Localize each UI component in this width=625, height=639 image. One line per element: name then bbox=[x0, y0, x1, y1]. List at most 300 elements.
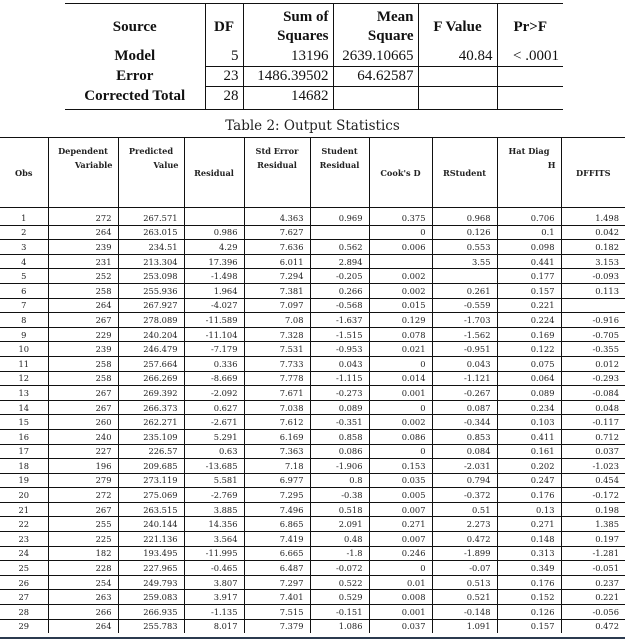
cell-cooks-d: 0 bbox=[369, 225, 432, 240]
cell-obs: 8 bbox=[0, 313, 48, 328]
cell-dependent-variable: 279 bbox=[48, 473, 118, 488]
cell-residual: 5.581 bbox=[184, 473, 244, 488]
cell-dependent-variable: 264 bbox=[48, 225, 118, 240]
header-dependent-variable: Dependent Variable bbox=[48, 138, 118, 208]
cell-hat-diag: 0.202 bbox=[497, 459, 561, 474]
cell-dependent-variable: 258 bbox=[48, 371, 118, 386]
header-obs: Obs bbox=[0, 138, 48, 208]
cell-rstudent: -2.031 bbox=[432, 459, 497, 474]
cell-residual: 0.627 bbox=[184, 400, 244, 415]
cell-predicted-value: 262.271 bbox=[118, 415, 184, 430]
cell-dependent-variable: 267 bbox=[48, 386, 118, 401]
cell-predicted-value: 267.927 bbox=[118, 298, 184, 313]
table-row bbox=[0, 327, 625, 342]
cell-rstudent: -0.344 bbox=[432, 415, 497, 430]
cell-std-error-residual: 7.295 bbox=[244, 488, 310, 503]
cell-dependent-variable: 252 bbox=[48, 269, 118, 284]
cell-student-residual: 0.043 bbox=[310, 356, 369, 371]
cell-std-error-residual: 7.636 bbox=[244, 240, 310, 255]
cell-dependent-variable: 263 bbox=[48, 590, 118, 605]
cell-dffits: 3.153 bbox=[561, 254, 625, 269]
cell-cooks-d: 0.001 bbox=[369, 386, 432, 401]
cell-student-residual: 0.969 bbox=[310, 208, 369, 226]
cell-rstudent: -0.267 bbox=[432, 386, 497, 401]
cell-residual: 1.964 bbox=[184, 283, 244, 298]
table-row bbox=[0, 371, 625, 386]
cell-student-residual: 0.858 bbox=[310, 429, 369, 444]
cell-dffits: -0.916 bbox=[561, 313, 625, 328]
cell-pr-f bbox=[497, 67, 563, 87]
cell-rstudent: 1.091 bbox=[432, 619, 497, 633]
cell-std-error-residual: 7.778 bbox=[244, 371, 310, 386]
cell-hat-diag: 0.349 bbox=[497, 561, 561, 576]
cell-hat-diag: 0.176 bbox=[497, 575, 561, 590]
cell-cooks-d: 0.002 bbox=[369, 283, 432, 298]
table-row bbox=[0, 532, 625, 547]
cell-std-error-residual: 6.169 bbox=[244, 429, 310, 444]
cell-student-residual: 0.266 bbox=[310, 283, 369, 298]
cell-predicted-value: 257.664 bbox=[118, 356, 184, 371]
cell-rstudent: 2.273 bbox=[432, 517, 497, 532]
cell-residual: -13.685 bbox=[184, 459, 244, 474]
cell-std-error-residual: 7.363 bbox=[244, 444, 310, 459]
cell-rstudent: -0.951 bbox=[432, 342, 497, 357]
cell-obs: 14 bbox=[0, 400, 48, 415]
cell-dffits: -0.093 bbox=[561, 269, 625, 284]
cell-obs: 29 bbox=[0, 619, 48, 633]
stats-header-row bbox=[0, 138, 625, 208]
cell-rstudent: 0.521 bbox=[432, 590, 497, 605]
table-row bbox=[0, 605, 625, 620]
cell-hat-diag: 0.122 bbox=[497, 342, 561, 357]
cell-rstudent: -0.148 bbox=[432, 605, 497, 620]
cell-predicted-value: 263.015 bbox=[118, 225, 184, 240]
header-mean-square: Mean Square bbox=[333, 4, 418, 47]
cell-rstudent: -0.559 bbox=[432, 298, 497, 313]
cell-hat-diag: 0.098 bbox=[497, 240, 561, 255]
cell-predicted-value: 278.089 bbox=[118, 313, 184, 328]
cell-dependent-variable: 267 bbox=[48, 502, 118, 517]
cell-hat-diag: 0.176 bbox=[497, 488, 561, 503]
cell-std-error-residual: 7.294 bbox=[244, 269, 310, 284]
cell-cooks-d: 0.153 bbox=[369, 459, 432, 474]
cell-cooks-d: 0.021 bbox=[369, 342, 432, 357]
cell-predicted-value: 226.57 bbox=[118, 444, 184, 459]
cell-rstudent: 0.553 bbox=[432, 240, 497, 255]
cell-predicted-value: 209.685 bbox=[118, 459, 184, 474]
cell-dependent-variable: 266 bbox=[48, 605, 118, 620]
table-row bbox=[0, 619, 625, 633]
cell-std-error-residual: 7.419 bbox=[244, 532, 310, 547]
cell-std-error-residual: 7.531 bbox=[244, 342, 310, 357]
header-cooks-d: Cook's D bbox=[369, 138, 432, 208]
cell-sum-of-squares: 1486.39502 bbox=[243, 67, 333, 87]
cell-mean-square: 2639.10665 bbox=[333, 47, 418, 67]
cell-dffits: 0.037 bbox=[561, 444, 625, 459]
header-f-value: F Value bbox=[418, 4, 497, 47]
cell-dependent-variable: 254 bbox=[48, 575, 118, 590]
cell-obs: 11 bbox=[0, 356, 48, 371]
cell-obs: 24 bbox=[0, 546, 48, 561]
cell-hat-diag: 0.157 bbox=[497, 619, 561, 633]
header-student-residual: Student Residual bbox=[310, 138, 369, 208]
cell-obs: 13 bbox=[0, 386, 48, 401]
table-row bbox=[0, 502, 625, 517]
cell-rstudent: 0.261 bbox=[432, 283, 497, 298]
cell-rstudent: 0.087 bbox=[432, 400, 497, 415]
cell-std-error-residual: 7.496 bbox=[244, 502, 310, 517]
cell-predicted-value: 266.269 bbox=[118, 371, 184, 386]
cell-predicted-value: 269.392 bbox=[118, 386, 184, 401]
cell-predicted-value: 221.136 bbox=[118, 532, 184, 547]
cell-dffits: 0.042 bbox=[561, 225, 625, 240]
cell-std-error-residual: 7.379 bbox=[244, 619, 310, 633]
cell-dependent-variable: 239 bbox=[48, 240, 118, 255]
cell-rstudent: 0.51 bbox=[432, 502, 497, 517]
cell-std-error-residual: 7.627 bbox=[244, 225, 310, 240]
cell-std-error-residual: 7.515 bbox=[244, 605, 310, 620]
cell-hat-diag: 0.706 bbox=[497, 208, 561, 226]
cell-pr-f: < .0001 bbox=[497, 47, 563, 67]
cell-obs: 6 bbox=[0, 283, 48, 298]
cell-residual: 0.63 bbox=[184, 444, 244, 459]
cell-student-residual: -1.515 bbox=[310, 327, 369, 342]
cell-dffits: 0.237 bbox=[561, 575, 625, 590]
cell-dffits: 1.385 bbox=[561, 517, 625, 532]
cell-cooks-d: 0.015 bbox=[369, 298, 432, 313]
cell-std-error-residual: 6.865 bbox=[244, 517, 310, 532]
cell-residual: -11.995 bbox=[184, 546, 244, 561]
cell-hat-diag: 0.224 bbox=[497, 313, 561, 328]
cell-rstudent: 0.853 bbox=[432, 429, 497, 444]
table-row bbox=[0, 386, 625, 401]
table-row bbox=[0, 517, 625, 532]
cell-dependent-variable: 231 bbox=[48, 254, 118, 269]
cell-student-residual: -0.072 bbox=[310, 561, 369, 576]
cell-obs: 26 bbox=[0, 575, 48, 590]
cell-residual: -11.589 bbox=[184, 313, 244, 328]
cell-std-error-residual: 6.487 bbox=[244, 561, 310, 576]
cell-dffits: 0.454 bbox=[561, 473, 625, 488]
cell-obs: 12 bbox=[0, 371, 48, 386]
cell-dependent-variable: 272 bbox=[48, 208, 118, 226]
cell-f-value bbox=[418, 87, 497, 110]
cell-student-residual: 0.562 bbox=[310, 240, 369, 255]
cell-dependent-variable: 225 bbox=[48, 532, 118, 547]
cell-dffits: -0.172 bbox=[561, 488, 625, 503]
cell-cooks-d: 0.01 bbox=[369, 575, 432, 590]
cell-residual: -0.465 bbox=[184, 561, 244, 576]
table-row bbox=[0, 546, 625, 561]
cell-hat-diag: 0.126 bbox=[497, 605, 561, 620]
cell-std-error-residual: 6.665 bbox=[244, 546, 310, 561]
cell-cooks-d: 0 bbox=[369, 356, 432, 371]
cell-residual: -2.092 bbox=[184, 386, 244, 401]
cell-source: Error bbox=[116, 68, 154, 84]
cell-student-residual: -0.205 bbox=[310, 269, 369, 284]
cell-cooks-d: 0.078 bbox=[369, 327, 432, 342]
cell-obs: 7 bbox=[0, 298, 48, 313]
cell-dffits: 1.498 bbox=[561, 208, 625, 226]
cell-dependent-variable: 227 bbox=[48, 444, 118, 459]
cell-residual: -4.027 bbox=[184, 298, 244, 313]
header-residual: Residual bbox=[184, 138, 244, 208]
cell-obs: 2 bbox=[0, 225, 48, 240]
cell-residual: -11.104 bbox=[184, 327, 244, 342]
cell-dffits: -0.056 bbox=[561, 605, 625, 620]
cell-obs: 1 bbox=[21, 212, 27, 223]
cell-cooks-d: 0.005 bbox=[369, 488, 432, 503]
cell-dependent-variable: 267 bbox=[48, 400, 118, 415]
cell-rstudent: -1.121 bbox=[432, 371, 497, 386]
header-rstudent: RStudent bbox=[432, 138, 497, 208]
cell-hat-diag: 0.1 bbox=[497, 225, 561, 240]
cell-hat-diag: 0.161 bbox=[497, 444, 561, 459]
cell-obs: 4 bbox=[0, 254, 48, 269]
cell-hat-diag: 0.313 bbox=[497, 546, 561, 561]
cell-residual: 3.807 bbox=[184, 575, 244, 590]
cell-student-residual: 0.518 bbox=[310, 502, 369, 517]
cell-rstudent bbox=[432, 269, 497, 284]
cell-cooks-d: 0.007 bbox=[369, 532, 432, 547]
cell-obs: 25 bbox=[0, 561, 48, 576]
cell-predicted-value: 213.304 bbox=[118, 254, 184, 269]
cell-std-error-residual: 7.08 bbox=[244, 313, 310, 328]
cell-obs: 18 bbox=[0, 459, 48, 474]
table-caption: Table 2: Output Statistics bbox=[225, 118, 400, 134]
cell-rstudent: 0.126 bbox=[432, 225, 497, 240]
cell-predicted-value: 267.571 bbox=[118, 208, 184, 226]
cell-std-error-residual: 7.038 bbox=[244, 400, 310, 415]
cell-std-error-residual: 7.671 bbox=[244, 386, 310, 401]
cell-residual: 14.356 bbox=[184, 517, 244, 532]
cell-rstudent: 3.55 bbox=[432, 254, 497, 269]
cell-residual: 0.336 bbox=[184, 356, 244, 371]
cell-dffits: -0.705 bbox=[561, 327, 625, 342]
cell-sum-of-squares: 13196 bbox=[243, 47, 333, 67]
table-row bbox=[0, 415, 625, 430]
cell-student-residual: -0.351 bbox=[310, 415, 369, 430]
cell-predicted-value: 234.51 bbox=[118, 240, 184, 255]
cell-student-residual: 1.086 bbox=[310, 619, 369, 633]
cell-std-error-residual: 7.612 bbox=[244, 415, 310, 430]
cell-obs: 10 bbox=[0, 342, 48, 357]
cell-std-error-residual: 6.011 bbox=[244, 254, 310, 269]
cell-dependent-variable: 239 bbox=[48, 342, 118, 357]
cell-hat-diag: 0.271 bbox=[497, 517, 561, 532]
table-row bbox=[0, 459, 625, 474]
cell-obs: 15 bbox=[0, 415, 48, 430]
cell-student-residual: -1.115 bbox=[310, 371, 369, 386]
cell-hat-diag: 0.089 bbox=[497, 386, 561, 401]
cell-predicted-value: 259.083 bbox=[118, 590, 184, 605]
table-row bbox=[0, 283, 625, 298]
cell-hat-diag: 0.177 bbox=[497, 269, 561, 284]
cell-dependent-variable: 272 bbox=[48, 488, 118, 503]
cell-cooks-d: 0.129 bbox=[369, 313, 432, 328]
cell-residual: -8.669 bbox=[184, 371, 244, 386]
cell-dffits: 0.221 bbox=[561, 590, 625, 605]
table-row bbox=[0, 298, 625, 313]
cell-cooks-d: 0.006 bbox=[369, 240, 432, 255]
cell-std-error-residual: 7.733 bbox=[244, 356, 310, 371]
table-row bbox=[0, 208, 625, 226]
anova-header-row bbox=[65, 4, 563, 47]
header-sum-of-squares: Sum of Squares bbox=[243, 4, 333, 47]
cell-dependent-variable: 258 bbox=[48, 283, 118, 298]
cell-cooks-d: 0.375 bbox=[369, 208, 432, 226]
cell-residual: 0.986 bbox=[184, 225, 244, 240]
cell-dffits: 0.472 bbox=[561, 619, 625, 633]
cell-dependent-variable: 255 bbox=[48, 517, 118, 532]
cell-residual: 4.29 bbox=[184, 240, 244, 255]
cell-source: Corrected Total bbox=[84, 87, 186, 104]
cell-student-residual: 2.091 bbox=[310, 517, 369, 532]
cell-residual: -7.179 bbox=[184, 342, 244, 357]
cell-obs: 22 bbox=[0, 517, 48, 532]
cell-hat-diag: 0.148 bbox=[497, 532, 561, 547]
cell-dependent-variable: 260 bbox=[48, 415, 118, 430]
cell-cooks-d: 0.271 bbox=[369, 517, 432, 532]
table-row bbox=[0, 269, 625, 284]
cell-cooks-d: 0.002 bbox=[369, 415, 432, 430]
cell-student-residual: 0.089 bbox=[310, 400, 369, 415]
cell-rstudent: -0.372 bbox=[432, 488, 497, 503]
cell-hat-diag: 0.169 bbox=[497, 327, 561, 342]
cell-std-error-residual: 7.381 bbox=[244, 283, 310, 298]
cell-rstudent: -1.562 bbox=[432, 327, 497, 342]
cell-obs: 28 bbox=[0, 605, 48, 620]
cell-obs: 16 bbox=[0, 429, 48, 444]
cell-f-value: 40.84 bbox=[418, 47, 497, 67]
cell-rstudent: -1.703 bbox=[432, 313, 497, 328]
cell-hat-diag: 0.152 bbox=[497, 590, 561, 605]
cell-dffits: -0.051 bbox=[561, 561, 625, 576]
cell-residual: 5.291 bbox=[184, 429, 244, 444]
table-row bbox=[0, 356, 625, 371]
cell-std-error-residual: 7.18 bbox=[244, 459, 310, 474]
cell-rstudent: 0.084 bbox=[432, 444, 497, 459]
cell-std-error-residual: 7.297 bbox=[244, 575, 310, 590]
cell-predicted-value: 263.515 bbox=[118, 502, 184, 517]
cell-student-residual: 0.529 bbox=[310, 590, 369, 605]
cell-rstudent: -0.07 bbox=[432, 561, 497, 576]
cell-cooks-d: 0.001 bbox=[369, 605, 432, 620]
header-std-error-residual: Std Error Residual bbox=[244, 138, 310, 208]
table-row bbox=[0, 313, 625, 328]
cell-student-residual: -1.906 bbox=[310, 459, 369, 474]
cell-cooks-d: 0.246 bbox=[369, 546, 432, 561]
cell-dffits: -1.023 bbox=[561, 459, 625, 474]
cell-cooks-d: 0.086 bbox=[369, 429, 432, 444]
cell-df: 23 bbox=[205, 67, 243, 87]
table-row bbox=[0, 400, 625, 415]
cell-predicted-value: 255.783 bbox=[118, 619, 184, 633]
cell-cooks-d: 0 bbox=[369, 561, 432, 576]
cell-rstudent: 0.794 bbox=[432, 473, 497, 488]
cell-student-residual: 0.8 bbox=[310, 473, 369, 488]
cell-dffits: 0.712 bbox=[561, 429, 625, 444]
cell-hat-diag: 0.157 bbox=[497, 283, 561, 298]
cell-residual: -1.498 bbox=[184, 269, 244, 284]
cell-f-value bbox=[418, 67, 497, 87]
cell-dependent-variable: 229 bbox=[48, 327, 118, 342]
table-row bbox=[0, 561, 625, 576]
cell-rstudent: 0.472 bbox=[432, 532, 497, 547]
header-hat-diag: Hat Diag H bbox=[497, 138, 561, 208]
cell-obs: 21 bbox=[0, 502, 48, 517]
cell-residual: 17.396 bbox=[184, 254, 244, 269]
anova-table bbox=[65, 3, 563, 110]
cell-student-residual: -1.637 bbox=[310, 313, 369, 328]
cell-dffits: 0.182 bbox=[561, 240, 625, 255]
cell-dffits: -0.293 bbox=[561, 371, 625, 386]
cell-student-residual: -0.953 bbox=[310, 342, 369, 357]
cell-predicted-value: 266.373 bbox=[118, 400, 184, 415]
table-row bbox=[0, 342, 625, 357]
cell-rstudent: -1.899 bbox=[432, 546, 497, 561]
table-row bbox=[0, 590, 625, 605]
cell-cooks-d: 0 bbox=[369, 400, 432, 415]
table-row bbox=[0, 429, 625, 444]
cell-residual bbox=[184, 208, 244, 226]
cell-std-error-residual: 4.363 bbox=[244, 208, 310, 226]
cell-residual: 3.564 bbox=[184, 532, 244, 547]
cell-student-residual: -0.38 bbox=[310, 488, 369, 503]
cell-rstudent: 0.043 bbox=[432, 356, 497, 371]
cell-residual: -1.135 bbox=[184, 605, 244, 620]
cell-cooks-d: 0.008 bbox=[369, 590, 432, 605]
cell-dffits: 0.048 bbox=[561, 400, 625, 415]
cell-student-residual: 0.48 bbox=[310, 532, 369, 547]
cell-predicted-value: 246.479 bbox=[118, 342, 184, 357]
cell-cooks-d: 0 bbox=[369, 444, 432, 459]
cell-sum-of-squares: 14682 bbox=[243, 87, 333, 110]
cell-cooks-d: 0.014 bbox=[369, 371, 432, 386]
header-pr-f: Pr>F bbox=[497, 4, 563, 47]
cell-predicted-value: 275.069 bbox=[118, 488, 184, 503]
cell-student-residual: -1.8 bbox=[310, 546, 369, 561]
cell-std-error-residual: 6.977 bbox=[244, 473, 310, 488]
cell-mean-square bbox=[333, 87, 418, 110]
output-statistics-table bbox=[0, 137, 625, 633]
cell-cooks-d: 0.037 bbox=[369, 619, 432, 633]
cell-student-residual: 2.894 bbox=[310, 254, 369, 269]
cell-residual: 3.885 bbox=[184, 502, 244, 517]
cell-rstudent: 0.513 bbox=[432, 575, 497, 590]
cell-student-residual: -0.273 bbox=[310, 386, 369, 401]
cell-student-residual: -0.568 bbox=[310, 298, 369, 313]
cell-rstudent: 0.968 bbox=[432, 208, 497, 226]
table-row bbox=[0, 473, 625, 488]
cell-dependent-variable: 182 bbox=[48, 546, 118, 561]
cell-predicted-value: 193.495 bbox=[118, 546, 184, 561]
cell-cooks-d: 0.007 bbox=[369, 502, 432, 517]
cell-predicted-value: 266.935 bbox=[118, 605, 184, 620]
cell-predicted-value: 253.098 bbox=[118, 269, 184, 284]
cell-obs: 27 bbox=[0, 590, 48, 605]
cell-hat-diag: 0.411 bbox=[497, 429, 561, 444]
cell-obs: 5 bbox=[0, 269, 48, 284]
cell-predicted-value: 255.936 bbox=[118, 283, 184, 298]
cell-predicted-value: 235.109 bbox=[118, 429, 184, 444]
cell-cooks-d: 0.002 bbox=[369, 269, 432, 284]
cell-obs: 17 bbox=[0, 444, 48, 459]
cell-hat-diag: 0.064 bbox=[497, 371, 561, 386]
cell-dffits bbox=[561, 298, 625, 313]
cell-std-error-residual: 7.328 bbox=[244, 327, 310, 342]
cell-std-error-residual: 7.097 bbox=[244, 298, 310, 313]
